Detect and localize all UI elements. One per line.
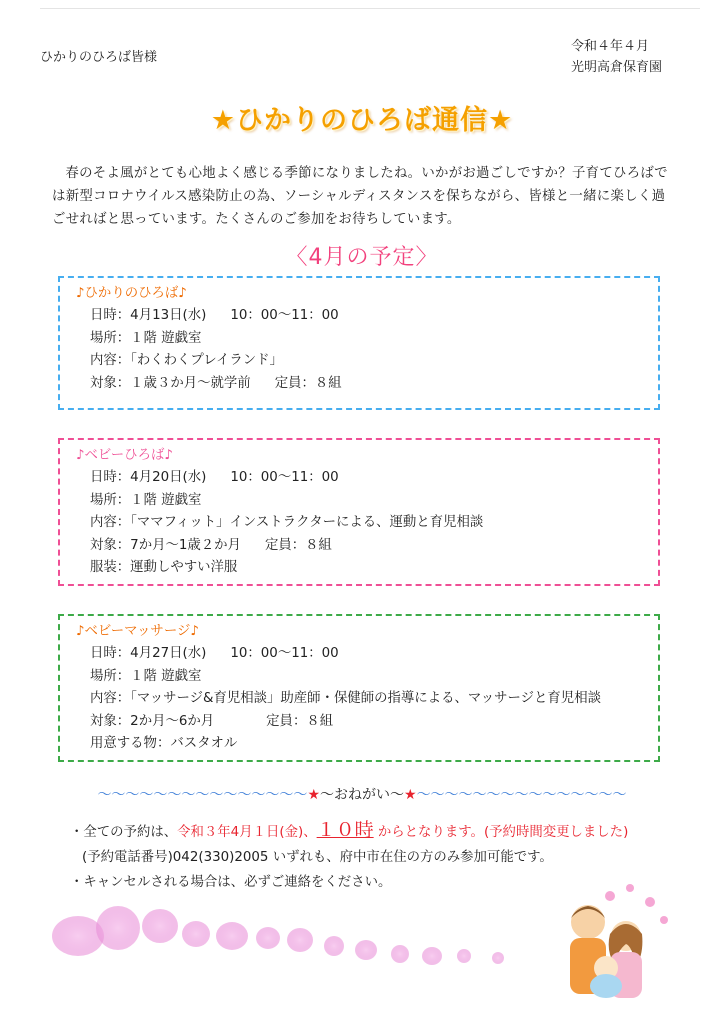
event-target: [76, 535, 658, 558]
request-label: 〜おねがい〜: [320, 787, 404, 803]
event-capacity: 定員：８組: [264, 537, 332, 553]
event-date: 日時：4月27日(水): [90, 646, 207, 661]
event-time: 10：00〜11：00: [230, 646, 339, 661]
footer-decoration: [0, 880, 724, 1024]
event-title: ♪ひかりのひろば♪: [76, 286, 187, 301]
bubble-trail: [52, 906, 504, 965]
event-place: 場所：１階 遊戯室: [90, 492, 202, 508]
event-target: [76, 373, 658, 396]
note-start-date: 令和３年4月１日(金)、: [177, 825, 317, 840]
schedule-heading: 〈4月の予定〉: [285, 245, 439, 270]
scan-edge-line: [40, 8, 700, 9]
event-dress-code: 服装：運動しやすい洋服: [90, 560, 238, 576]
event-date: 日時：4月20日(水): [90, 470, 207, 485]
event-time: 10：00〜11：00: [230, 308, 339, 323]
event-datetime: [76, 305, 658, 328]
event-box-baby-massage: [58, 614, 660, 762]
event-target-text: 対象：１歳３か月〜就学前: [90, 375, 251, 391]
event-datetime: [76, 467, 658, 490]
request-divider: [0, 784, 724, 804]
event-items-to-bring: 用意する物：バスタオル: [90, 736, 238, 752]
header-date-block: [571, 36, 662, 78]
star-icon: ★: [404, 787, 417, 803]
note-start-suffix: からとなります。(予約時間変更しました): [377, 825, 629, 840]
intro-text: 春のそよ風がとても心地よく感じる季節になりましたね。いかがお過ごしですか？子育てひろばでは新型コロナウイルス感染防止の為、ソーシャルディスタンスを保ちながら、皆様と一緒に楽しく過ごせればと思っています。たくさんのご参加をお待ちしています。: [52, 166, 668, 227]
event-time: 10：00〜11：00: [230, 470, 339, 485]
event-title: ♪ベビーひろば♪: [76, 448, 173, 463]
event-target-text: 対象：7か月〜1歳２か月: [90, 537, 241, 553]
event-content: 内容：「マッサージ&育児相談」助産師・保健師の指導による、マッサージと育児相談: [90, 691, 601, 707]
event-content: 内容：「ママフィット」インストラクターによる、運動と育児相談: [90, 515, 484, 531]
event-target-text: 対象：2か月〜6か月: [90, 713, 215, 729]
event-box-hikari-hiroba: [58, 276, 660, 410]
wave-left: 〜〜〜〜〜〜〜〜〜〜〜〜〜〜〜: [97, 787, 308, 803]
note-reservation-start: [70, 818, 710, 845]
event-capacity: 定員：８組: [274, 375, 342, 391]
intro-paragraph: [52, 162, 672, 231]
event-target: [76, 711, 658, 734]
star-icon: ★: [307, 787, 320, 803]
event-place: 場所：１階 遊戯室: [90, 668, 202, 684]
event-title: ♪ベビーマッサージ♪: [76, 624, 199, 639]
event-content: 内容：「わくわくプレイランド」: [90, 353, 283, 369]
addressee: ひかりのひろば皆様: [40, 50, 158, 65]
event-capacity: 定員：８組: [266, 713, 334, 729]
issue-date: 令和４年４月: [570, 39, 649, 54]
organization-name: 光明高倉保育園: [570, 60, 662, 75]
family-illustration: [570, 905, 642, 998]
note-cancel: ・キャンセルされる場合は、必ずご連絡をください。: [70, 875, 392, 890]
event-box-baby-hiroba: [58, 438, 660, 586]
note-start-time: １０時: [316, 819, 374, 841]
event-place: 場所：１階 遊戯室: [90, 330, 202, 346]
note-prefix: ・全ての予約は、: [70, 825, 178, 840]
note-phone: (予約電話番号)042(330)2005 いずれも、府中市在住の方のみ参加可能です。: [82, 850, 553, 865]
wave-right: 〜〜〜〜〜〜〜〜〜〜〜〜〜〜〜: [416, 787, 627, 803]
event-datetime: [76, 643, 658, 666]
newsletter-title: ★ひかりのひろば通信★: [210, 105, 514, 136]
event-date: 日時：4月13日(水): [90, 308, 207, 323]
